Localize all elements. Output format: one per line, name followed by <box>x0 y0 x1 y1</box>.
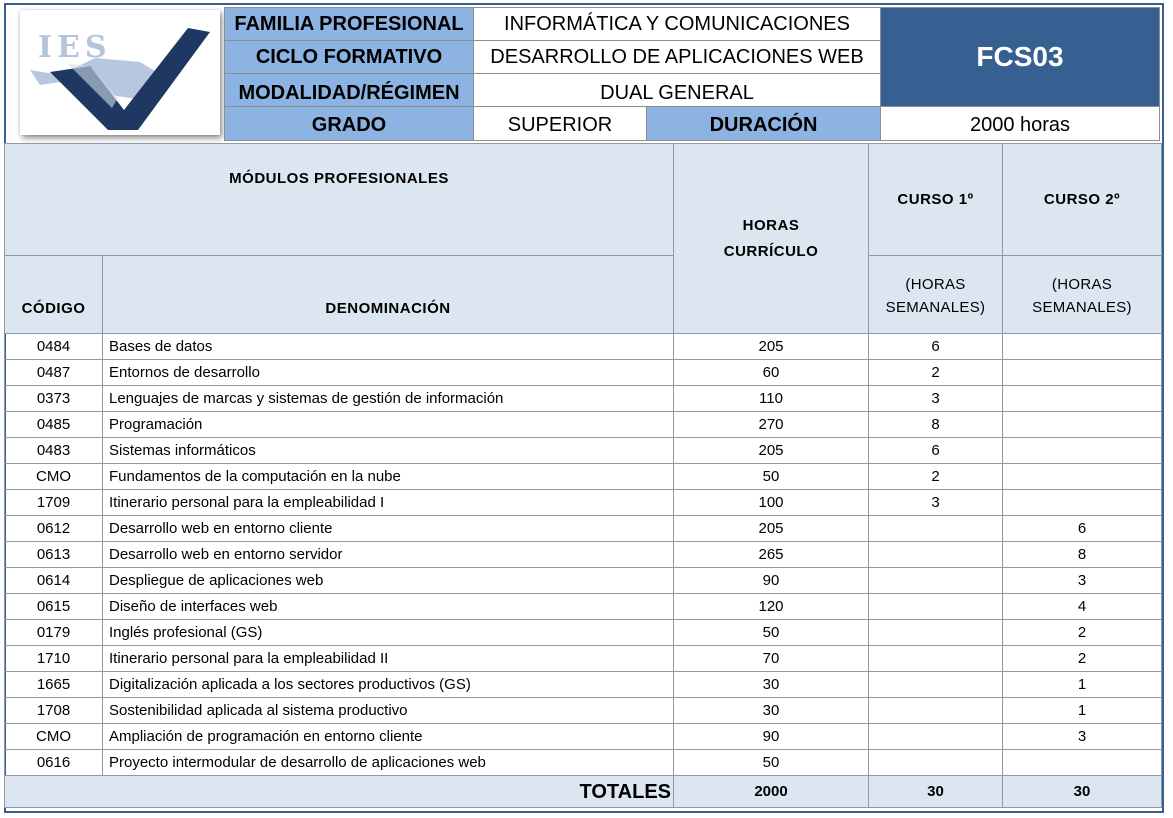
row-code: 0615 <box>5 594 103 620</box>
modalidad-label: MODALIDAD/RÉGIMEN <box>224 73 474 107</box>
grado-label: GRADO <box>224 106 474 141</box>
row-curso2: 8 <box>1003 542 1162 568</box>
row-curso1 <box>869 594 1003 620</box>
totals-row <box>5 776 1162 808</box>
row-curso1 <box>869 542 1003 568</box>
row-code: CMO <box>5 724 103 750</box>
curso1-semanales-line2: SEMANALES) <box>885 298 986 316</box>
table-row <box>5 386 1162 412</box>
table-row <box>5 438 1162 464</box>
row-name: Desarrollo web en entorno servidor <box>103 542 674 568</box>
row-hours: 70 <box>674 646 869 672</box>
row-hours: 30 <box>674 672 869 698</box>
row-curso2 <box>1003 490 1162 516</box>
row-code: 0614 <box>5 568 103 594</box>
row-name: Entornos de desarrollo <box>103 360 674 386</box>
familia-label: FAMILIA PROFESIONAL <box>224 7 474 41</box>
row-hours: 90 <box>674 724 869 750</box>
curso2-semanales-line1: (HORAS <box>1051 275 1113 293</box>
row-name: Bases de datos <box>103 334 674 360</box>
row-curso1 <box>869 516 1003 542</box>
row-curso1: 6 <box>869 438 1003 464</box>
row-hours: 50 <box>674 750 869 776</box>
row-curso2 <box>1003 386 1162 412</box>
row-curso2 <box>1003 412 1162 438</box>
row-hours: 265 <box>674 542 869 568</box>
logo-text: IES <box>38 30 112 65</box>
row-hours: 30 <box>674 698 869 724</box>
row-curso1: 2 <box>869 464 1003 490</box>
row-code: 1710 <box>5 646 103 672</box>
row-code: 0612 <box>5 516 103 542</box>
row-hours: 205 <box>674 438 869 464</box>
denominacion-header: DENOMINACIÓN <box>103 256 674 334</box>
row-hours: 205 <box>674 516 869 542</box>
horas-header-line1: HORAS <box>742 216 800 234</box>
row-code: 0487 <box>5 360 103 386</box>
row-curso2: 3 <box>1003 568 1162 594</box>
row-curso1 <box>869 620 1003 646</box>
row-curso1: 8 <box>869 412 1003 438</box>
table-row <box>5 672 1162 698</box>
row-hours: 205 <box>674 334 869 360</box>
ies-logo <box>20 10 220 135</box>
row-code: 0484 <box>5 334 103 360</box>
ies-logo-graphic <box>20 10 220 135</box>
row-code: 0373 <box>5 386 103 412</box>
curso2-semanales-line2: SEMANALES) <box>1032 298 1132 316</box>
curso1-semanales-line1: (HORAS <box>905 275 966 293</box>
row-hours: 100 <box>674 490 869 516</box>
table-row <box>5 724 1162 750</box>
row-name: Itinerario personal para la empleabilidad II <box>103 646 674 672</box>
table-row <box>5 334 1162 360</box>
row-name: Lenguajes de marcas y sistemas de gestión de información <box>103 386 674 412</box>
row-curso2 <box>1003 438 1162 464</box>
row-name: Sistemas informáticos <box>103 438 674 464</box>
row-curso1: 3 <box>869 490 1003 516</box>
row-code: 0613 <box>5 542 103 568</box>
row-name: Desarrollo web en entorno cliente <box>103 516 674 542</box>
row-curso2 <box>1003 360 1162 386</box>
table-row <box>5 542 1162 568</box>
totals-curso2: 30 <box>1003 776 1162 808</box>
row-code: 0616 <box>5 750 103 776</box>
table-row <box>5 620 1162 646</box>
duracion-label: DURACIÓN <box>646 106 881 141</box>
curso2-semanales <box>1003 256 1162 334</box>
row-name: Diseño de interfaces web <box>103 594 674 620</box>
curso2-header: CURSO 2º <box>1003 144 1162 256</box>
row-curso1: 3 <box>869 386 1003 412</box>
ciclo-label: CICLO FORMATIVO <box>224 40 474 74</box>
row-curso1 <box>869 724 1003 750</box>
row-code: 0483 <box>5 438 103 464</box>
row-code: 1709 <box>5 490 103 516</box>
row-curso2 <box>1003 750 1162 776</box>
table-row <box>5 750 1162 776</box>
row-hours: 50 <box>674 464 869 490</box>
table-row <box>5 594 1162 620</box>
row-curso1 <box>869 750 1003 776</box>
row-code: 1708 <box>5 698 103 724</box>
row-curso2: 6 <box>1003 516 1162 542</box>
row-curso1: 2 <box>869 360 1003 386</box>
modules-table <box>4 143 1162 808</box>
row-curso2: 2 <box>1003 646 1162 672</box>
ciclo-value: DESARROLLO DE APLICACIONES WEB <box>473 40 881 74</box>
row-name: Digitalización aplicada a los sectores productivos (GS) <box>103 672 674 698</box>
row-hours: 60 <box>674 360 869 386</box>
table-row <box>5 568 1162 594</box>
row-name: Despliegue de aplicaciones web <box>103 568 674 594</box>
row-name: Programación <box>103 412 674 438</box>
totals-label: TOTALES <box>5 776 674 808</box>
row-curso2: 1 <box>1003 698 1162 724</box>
modalidad-value: DUAL GENERAL <box>473 73 881 107</box>
row-code: 0179 <box>5 620 103 646</box>
table-row <box>5 412 1162 438</box>
row-name: Itinerario personal para la empleabilidad I <box>103 490 674 516</box>
row-name: Proyecto intermodular de desarrollo de aplicaciones web <box>103 750 674 776</box>
row-curso2 <box>1003 334 1162 360</box>
cycle-code: FCS03 <box>880 7 1160 107</box>
totals-curso1: 30 <box>869 776 1003 808</box>
row-curso2 <box>1003 464 1162 490</box>
row-hours: 120 <box>674 594 869 620</box>
row-curso2: 2 <box>1003 620 1162 646</box>
table-row <box>5 516 1162 542</box>
row-hours: 270 <box>674 412 869 438</box>
table-row <box>5 646 1162 672</box>
horas-header-line2: CURRÍCULO <box>723 242 819 260</box>
row-name: Inglés profesional (GS) <box>103 620 674 646</box>
totals-hours: 2000 <box>674 776 869 808</box>
row-curso2: 4 <box>1003 594 1162 620</box>
row-code: CMO <box>5 464 103 490</box>
row-name: Fundamentos de la computación en la nube <box>103 464 674 490</box>
horas-header <box>674 144 869 334</box>
row-hours: 90 <box>674 568 869 594</box>
table-row <box>5 698 1162 724</box>
codigo-header: CÓDIGO <box>5 256 103 334</box>
curso1-header: CURSO 1º <box>869 144 1003 256</box>
row-name: Ampliación de programación en entorno cliente <box>103 724 674 750</box>
table-row <box>5 464 1162 490</box>
table-row <box>5 360 1162 386</box>
row-code: 0485 <box>5 412 103 438</box>
row-curso1 <box>869 672 1003 698</box>
row-name: Sostenibilidad aplicada al sistema productivo <box>103 698 674 724</box>
duracion-value: 2000 horas <box>880 106 1160 141</box>
row-curso2: 1 <box>1003 672 1162 698</box>
row-curso1 <box>869 698 1003 724</box>
row-curso1 <box>869 568 1003 594</box>
row-curso2: 3 <box>1003 724 1162 750</box>
table-row <box>5 490 1162 516</box>
curso1-semanales <box>869 256 1003 334</box>
row-code: 1665 <box>5 672 103 698</box>
row-hours: 50 <box>674 620 869 646</box>
row-curso1: 6 <box>869 334 1003 360</box>
row-curso1 <box>869 646 1003 672</box>
grado-value: SUPERIOR <box>473 106 647 141</box>
familia-value: INFORMÁTICA Y COMUNICACIONES <box>473 7 881 41</box>
row-hours: 110 <box>674 386 869 412</box>
modulos-header: MÓDULOS PROFESIONALES <box>5 144 674 256</box>
